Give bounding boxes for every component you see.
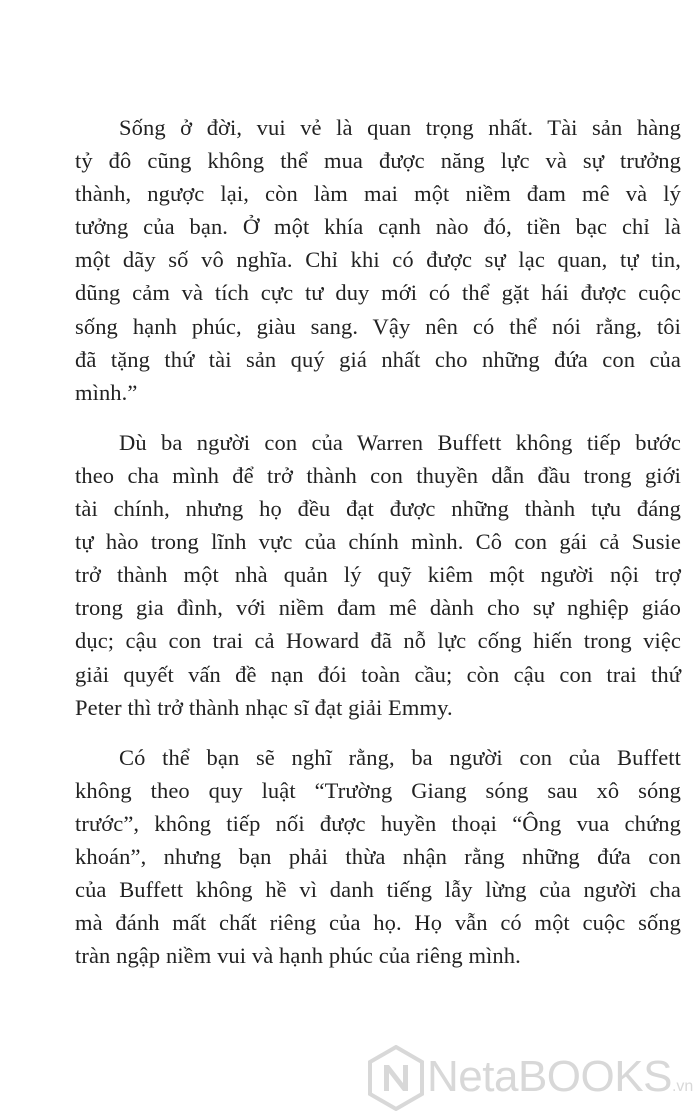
- text-line: đã tặng thứ tài sản quý giá nhất cho những đứa con của: [75, 346, 681, 372]
- text-line: Peter thì trở thành nhạc sĩ đạt giải Emmy.: [75, 694, 453, 720]
- text-line: Dù ba người con của Warren Buffett không tiếp bước: [119, 429, 681, 455]
- text-line: sống hạnh phúc, giàu sang. Vậy nên có thể nói rằng, tôi: [75, 313, 681, 339]
- text-line: tràn ngập niềm vui và hạnh phúc của riêng mình.: [75, 943, 521, 969]
- watermark-text: [427, 1049, 693, 1115]
- text-line: giải quyết vấn đề nạn đói toàn cầu; còn cậu con trai thứ: [75, 661, 681, 687]
- text-line: Có thể bạn sẽ nghĩ rằng, ba người con của Buffett: [119, 744, 681, 770]
- text-line: không theo quy luật “Trường Giang sóng sau xô sóng: [75, 777, 681, 803]
- paragraph-3: [75, 741, 681, 973]
- text-line: mà đánh mất chất riêng của họ. Họ vẫn có một cuộc sống: [75, 910, 681, 936]
- text-line: dục; cậu con trai cả Howard đã nỗ lực cống hiến trong việc: [75, 628, 681, 654]
- text-line: dũng cảm và tích cực tư duy mới có thể gặt hái được cuộc: [75, 280, 681, 306]
- text-line: trong gia đình, với niềm đam mê dành cho sự nghiệp giáo: [75, 595, 681, 621]
- text-line: mình.”: [75, 379, 138, 405]
- paragraph-2: [75, 426, 681, 724]
- netabooks-watermark: [367, 1045, 697, 1115]
- text-line: tưởng của bạn. Ở một khía cạnh nào đó, tiền bạc chỉ là: [75, 214, 681, 240]
- text-line: một dãy số vô nghĩa. Chỉ khi có được sự lạc quan, tự tin,: [75, 247, 681, 273]
- text-line: khoán”, nhưng bạn phải thừa nhận rằng những đứa con: [75, 843, 681, 869]
- text-line: thành, ngược lại, còn làm mai một niềm đam mê và lý: [75, 181, 681, 207]
- text-line: trở thành một nhà quản lý quỹ kiêm một người nội trợ: [75, 562, 681, 588]
- text-line: theo cha mình để trở thành con thuyền dẫn đầu trong giới: [75, 462, 681, 488]
- page-text: [75, 111, 681, 989]
- netabooks-logo-icon: [367, 1045, 425, 1111]
- text-line: tỷ đô cũng không thể mua được năng lực và sự trưởng: [75, 148, 681, 174]
- text-line: của Buffett không hề vì danh tiếng lẫy lừng của người cha: [75, 877, 681, 903]
- text-line: Sống ở đời, vui vẻ là quan trọng nhất. Tài sản hàng: [119, 115, 681, 140]
- text-line: tự hào trong lĩnh vực của chính mình. Cô con gái cả Susie: [75, 529, 681, 555]
- watermark-suffix: .vn: [671, 1078, 694, 1095]
- text-line: trước”, không tiếp nối được huyền thoại “Ông vua chứng: [75, 810, 681, 836]
- paragraph-1: [75, 111, 681, 409]
- watermark-brand: NetaBOOKS: [427, 1052, 672, 1101]
- text-line: tài chính, nhưng họ đều đạt được những thành tựu đáng: [75, 496, 681, 522]
